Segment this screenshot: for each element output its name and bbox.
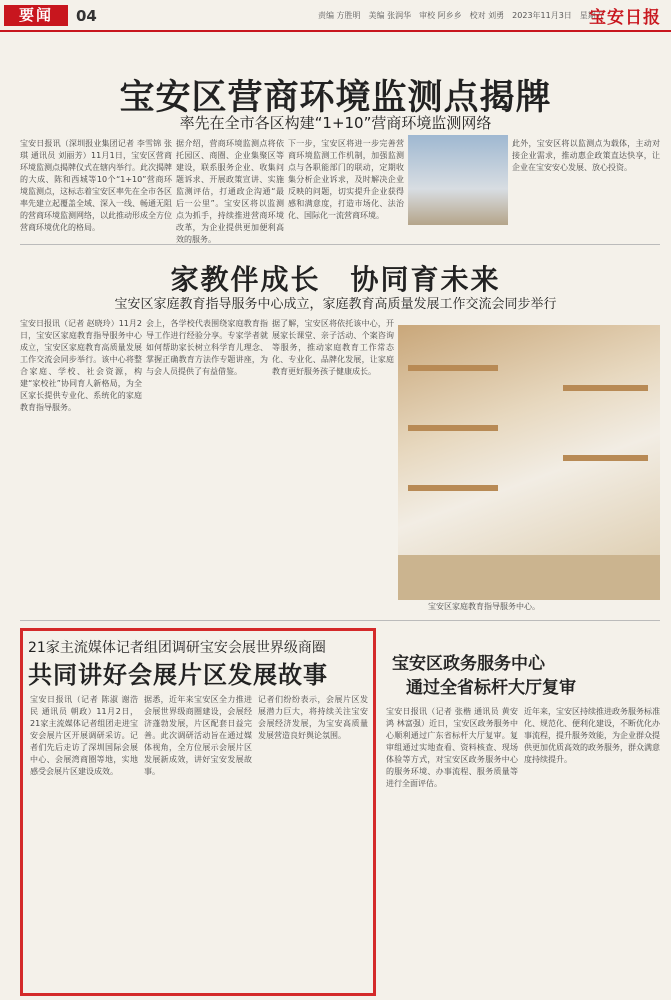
article1-body-c: 下一步，宝安区将进一步完善营商环境监测工作机制，加强监测点与各职能部门的联动，定期收集分析企业诉求，及时解决企业反映的问题，切实提升企业获得感和满意度，打造市场化、法治化、国际化一流营商环境。 bbox=[288, 139, 404, 220]
article1-headline: 宝安区营商环境监测点揭牌 bbox=[119, 78, 552, 118]
article3-body-c: 记者们纷纷表示，会展片区发展潜力巨大，将持续关注宝安会展经济发展，为宝安高质量发展营造良好舆论氛围。 bbox=[258, 695, 368, 740]
divider bbox=[20, 620, 660, 621]
article1-body-a: 宝安日报讯（深圳报业集团记者 李雪锦 张琪 通讯员 刘丽芳）11月1日，宝安区营商环境监测点揭牌仪式在辖内举行。此次揭牌的大成、陈和西城等10个“1+10”营商环境监测点，这标志着宝安区率先在全市各区率先建立起覆盖全域、深入一线、畅通无阻的营商环境监测网络，以此推动形成全方位营商环境优化的格局。 bbox=[20, 139, 172, 232]
article3-body-a: 宝安日报讯（记者 陈淑 谢浩民 通讯员 朝政）11月2日，21家主流媒体记者组团走进宝安会展片区开展调研采访。记者们先后走访了深圳国际会展中心、会展湾商圈等地，实地感受会展片区建设成效。 bbox=[30, 695, 138, 776]
bookshelf bbox=[563, 455, 648, 461]
article4-body-b: 近年来，宝安区持续推进政务服务标准化、规范化、便利化建设，不断优化办事流程，提升服务效能，为企业群众提供更加优质高效的政务服务，群众满意度持续提升。 bbox=[524, 707, 660, 764]
article4-headline-line1: 宝安区政务服务中心 bbox=[392, 654, 545, 674]
bookshelf bbox=[408, 365, 498, 371]
article2-body-b: 会上，各学校代表围绕家庭教育指导工作进行经验分享。专家学者就如何帮助家长树立科学育儿理念、掌握正确教育方法作专题讲座，为与会人员提供了有益借鉴。 bbox=[146, 319, 268, 376]
article2-photo bbox=[398, 325, 660, 600]
bookshelf bbox=[408, 485, 498, 491]
article2-photo-caption: 宝安区家庭教育指导服务中心。 bbox=[428, 602, 540, 611]
header-info: 责编 方胜明 美编 张润华 审校 阿乡乡 校对 刘勇 2023年11月3日 星期五 bbox=[318, 11, 604, 20]
article2-body-a: 宝安日报讯（记者 赵晓玲）11月2日，宝安区家庭教育指导服务中心成立，宝安区家庭教育高质量发展工作交流会同步举行。该中心将整合家庭、学校、社会资源，构建“家校社”协同育人新格局，为全区家长提供专业化、系统化的家庭教育指导服务。 bbox=[20, 319, 142, 412]
page-header bbox=[0, 0, 671, 32]
article4-body-a: 宝安日报讯（记者 张楷 通讯员 黄安鸿 林富强）近日，宝安区政务服务中心顺利通过广东省标杆大厅复审。复审组通过实地查看、资料核查、现场体验等方式，对宝安区政务服务中心的服务环境、办事流程、服务质量等进行全面评估。 bbox=[386, 707, 518, 788]
newspaper-logo: 宝安日报 bbox=[589, 8, 661, 28]
section-label: 要闻 bbox=[4, 5, 68, 26]
article1-body-b: 据介绍，营商环境监测点将依托园区、商圈、企业集聚区等建设，联系服务企业、收集问题诉求、开展政策宣讲、实施监测评估，打通政企沟通“最后一公里”。宝安区将以监测点为抓手，持续推进营商环境改革，为企业提供更加便利高效的服务。 bbox=[176, 139, 284, 244]
article4-headline bbox=[392, 652, 576, 700]
article2-body-c: 据了解，宝安区将依托该中心，开展家长课堂、亲子活动、个案咨询等服务，推动家庭教育工作常态化、专业化、品牌化发展，让家庭教育更好服务孩子健康成长。 bbox=[272, 319, 394, 376]
floor bbox=[398, 555, 660, 600]
article2-headline: 家教伴成长 协同育未来 bbox=[170, 263, 501, 296]
bookshelf bbox=[563, 385, 648, 391]
article3-kicker: 21家主流媒体记者组团调研宝安会展世界级商圈 bbox=[28, 640, 326, 656]
article2-subhead: 宝安区家庭教育指导服务中心成立，家庭教育高质量发展工作交流会同步举行 bbox=[114, 297, 557, 312]
divider bbox=[20, 244, 660, 245]
page-number: 04 bbox=[76, 7, 97, 25]
article1-photo bbox=[408, 135, 508, 225]
bookshelf bbox=[408, 425, 498, 431]
article4-headline-line2: 通过全省标杆大厅复审 bbox=[406, 678, 576, 698]
article1-subhead: 率先在全市各区构建“1+10”营商环境监测网络 bbox=[179, 114, 492, 132]
article1-body-d: 此外，宝安区将以监测点为载体，主动对接企业需求，推动惠企政策直达快享，让企业在宝安安心发展、放心投资。 bbox=[512, 139, 660, 172]
article3-body-b: 据悉，近年来宝安区全力推进会展世界级商圈建设，会展经济蓬勃发展，片区配套日益完善。此次调研活动旨在通过媒体视角，全方位展示会展片区发展新成效，讲好宝安发展故事。 bbox=[144, 695, 252, 776]
article3-headline: 共同讲好会展片区发展故事 bbox=[28, 661, 328, 689]
